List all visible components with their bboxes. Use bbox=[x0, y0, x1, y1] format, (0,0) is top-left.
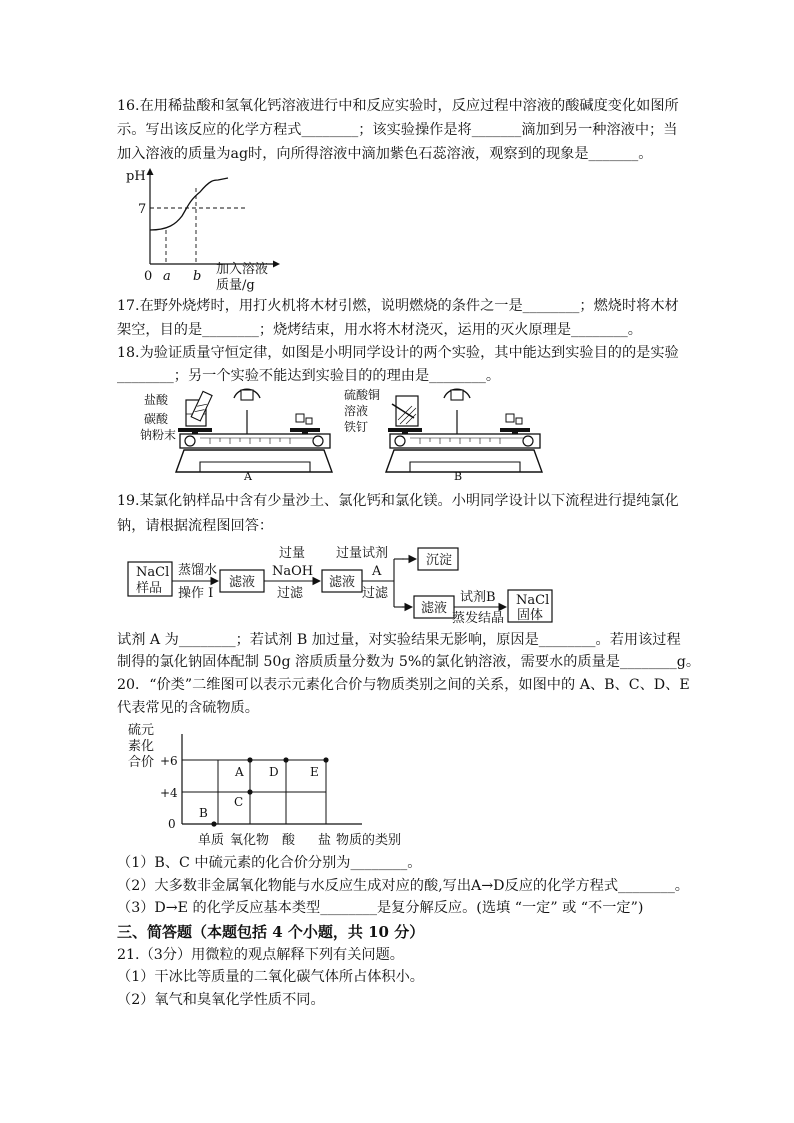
q16-line1: 16.在用稀盐酸和氢氧化钙溶液进行中和反应实验时，反应过程中溶液的酸碱度变化如图所 bbox=[117, 98, 679, 114]
x-cat-acid: 酸 bbox=[282, 833, 296, 848]
x-tick-b: b bbox=[193, 269, 202, 284]
q19-line1: 19.某氯化钠样品中含有少量沙土、氯化钙和氯化镁。小明同学设计以下流程进行提纯氯化 bbox=[117, 493, 679, 509]
ph-axis-label: pH bbox=[126, 169, 146, 184]
x-tick-a: a bbox=[163, 269, 171, 284]
q20-sub1: （1）B、C 中硫元素的化合价分别为________。 bbox=[117, 855, 422, 871]
ph7-tick-label: 7 bbox=[138, 202, 147, 217]
label-sodium-carbonate-2: 钠粉末 bbox=[140, 428, 177, 442]
valence-category-chart bbox=[126, 720, 416, 852]
tick-plus6: +6 bbox=[160, 754, 178, 768]
label-copper-sulfate-2: 溶液 bbox=[344, 404, 369, 418]
step3-operation: 过滤 bbox=[362, 586, 389, 601]
step4-operation: 蒸发结晶 bbox=[452, 611, 505, 624]
q17-line2: 架空，目的是________；烧烤结束，用水将木材浇灭，运用的灭火原理是________。 bbox=[117, 322, 642, 338]
label-copper-sulfate-1: 硫酸铜 bbox=[344, 388, 381, 402]
step2-reagent-2: NaOH bbox=[272, 564, 314, 579]
caption-a: A bbox=[244, 470, 252, 480]
q20-line2: 代表常见的含硫物质。 bbox=[117, 700, 259, 716]
box-precipitate: 沉淀 bbox=[426, 553, 453, 568]
tick-zero: 0 bbox=[168, 817, 176, 831]
origin-label: 0 bbox=[144, 269, 153, 284]
step4-reagent: 试剂B bbox=[460, 590, 496, 605]
ph-curve-graph bbox=[118, 166, 288, 292]
q21-sub1: （1）干冰比等质量的二氧化碳气体所占体积小。 bbox=[117, 969, 424, 985]
step1-operation: 操作 I bbox=[178, 586, 214, 601]
box-filtrate-2: 滤液 bbox=[329, 575, 356, 590]
step1-reagent: 蒸馏水 bbox=[178, 563, 218, 578]
q18-line1: 18.为验证质量守恒定律，如图是小明同学设计的两个实验，其中能达到实验目的的是实验 bbox=[117, 345, 679, 361]
point-label-a: A bbox=[235, 765, 244, 779]
q20-line1: 20．“价类”二维图可以表示元素化合价与物质类别之间的关系，如图中的 A、B、C、D、E bbox=[117, 677, 690, 693]
q19-line4: 制得的氯化钠固体配制 50g 溶质质量分数为 5%的氯化钠溶液，需要水的质量是________g。 bbox=[117, 654, 701, 670]
q18-line2: ________；另一个实验不能达到实验目的的理由是________。 bbox=[117, 368, 501, 384]
q21-sub2: （2）氧气和臭氧化学性质不同。 bbox=[117, 992, 325, 1008]
balance-experiment-b bbox=[340, 384, 550, 480]
q17-line1: 17.在野外烧烤时，用打火机将木材引燃，说明燃烧的条件之一是________；燃烧时将木材 bbox=[117, 298, 679, 314]
q19-line3: 试剂 A 为________；若试剂 B 加过量，对实验结果无影响，原因是________。若用该过程 bbox=[117, 632, 681, 648]
q19-line2: 钠，请根据流程图回答： bbox=[117, 518, 274, 534]
label-sodium-carbonate-1: 碳酸 bbox=[144, 412, 169, 426]
x-axis-label-2: 质量/g bbox=[216, 278, 255, 292]
step3-reagent-1: 过量试剂 bbox=[336, 546, 389, 561]
point-label-e: E bbox=[310, 765, 319, 779]
q16-line3: 加入溶液的质量为ag时，向所得溶液中滴加紫色石蕊溶液，观察到的现象是_______。 bbox=[117, 146, 653, 162]
x-cat-element: 单质 bbox=[198, 833, 225, 848]
box-sample-label: 样品 bbox=[136, 581, 163, 596]
caption-b: B bbox=[454, 470, 463, 480]
box-product-nacl: NaCl bbox=[516, 593, 550, 608]
balance-experiment-a bbox=[140, 384, 340, 480]
tick-plus4: +4 bbox=[160, 786, 178, 800]
point-label-b: B bbox=[199, 806, 208, 820]
x-axis-label-1: 加入溶液 bbox=[216, 262, 269, 277]
y-label-1: 硫元 bbox=[128, 723, 155, 738]
step2-reagent-1: 过量 bbox=[279, 546, 306, 561]
x-axis-title: 物质的类别 bbox=[336, 833, 402, 848]
box-product-label: 固体 bbox=[517, 608, 544, 623]
box-filtrate-3: 滤液 bbox=[421, 601, 448, 616]
q21-line1: 21.（3分）用微粒的观点解释下列有关问题。 bbox=[117, 947, 404, 963]
point-label-d: D bbox=[269, 765, 279, 779]
y-label-2: 素化 bbox=[128, 739, 155, 754]
q20-sub3: （3）D→E 的化学反应基本类型________是复分解反应。(选填 “一定” 或 “不一定”) bbox=[117, 900, 644, 916]
label-hydrochloric-acid: 盐酸 bbox=[144, 393, 169, 407]
x-cat-salt: 盐 bbox=[318, 833, 332, 848]
section-heading: 三、简答题（本题包括 4 个小题，共 10 分） bbox=[117, 923, 425, 941]
step3-reagent-2: A bbox=[372, 564, 382, 579]
step2-operation: 过滤 bbox=[277, 586, 304, 601]
q16-line2: 示。写出该反应的化学方程式________；该实验操作是将_______滴加到另一种溶液中；当 bbox=[117, 122, 678, 138]
box-sample-nacl: NaCl bbox=[136, 565, 170, 580]
y-label-3: 合价 bbox=[128, 755, 155, 770]
box-filtrate-1: 滤液 bbox=[229, 575, 256, 590]
q20-sub2: （2）大多数非金属氧化物能与水反应生成对应的酸,写出A→D反应的化学方程式________。 bbox=[117, 878, 689, 894]
point-label-c: C bbox=[234, 795, 244, 809]
x-cat-oxide: 氧化物 bbox=[230, 833, 270, 848]
label-iron-nail: 铁钉 bbox=[344, 420, 369, 434]
purification-flowchart bbox=[126, 540, 568, 624]
